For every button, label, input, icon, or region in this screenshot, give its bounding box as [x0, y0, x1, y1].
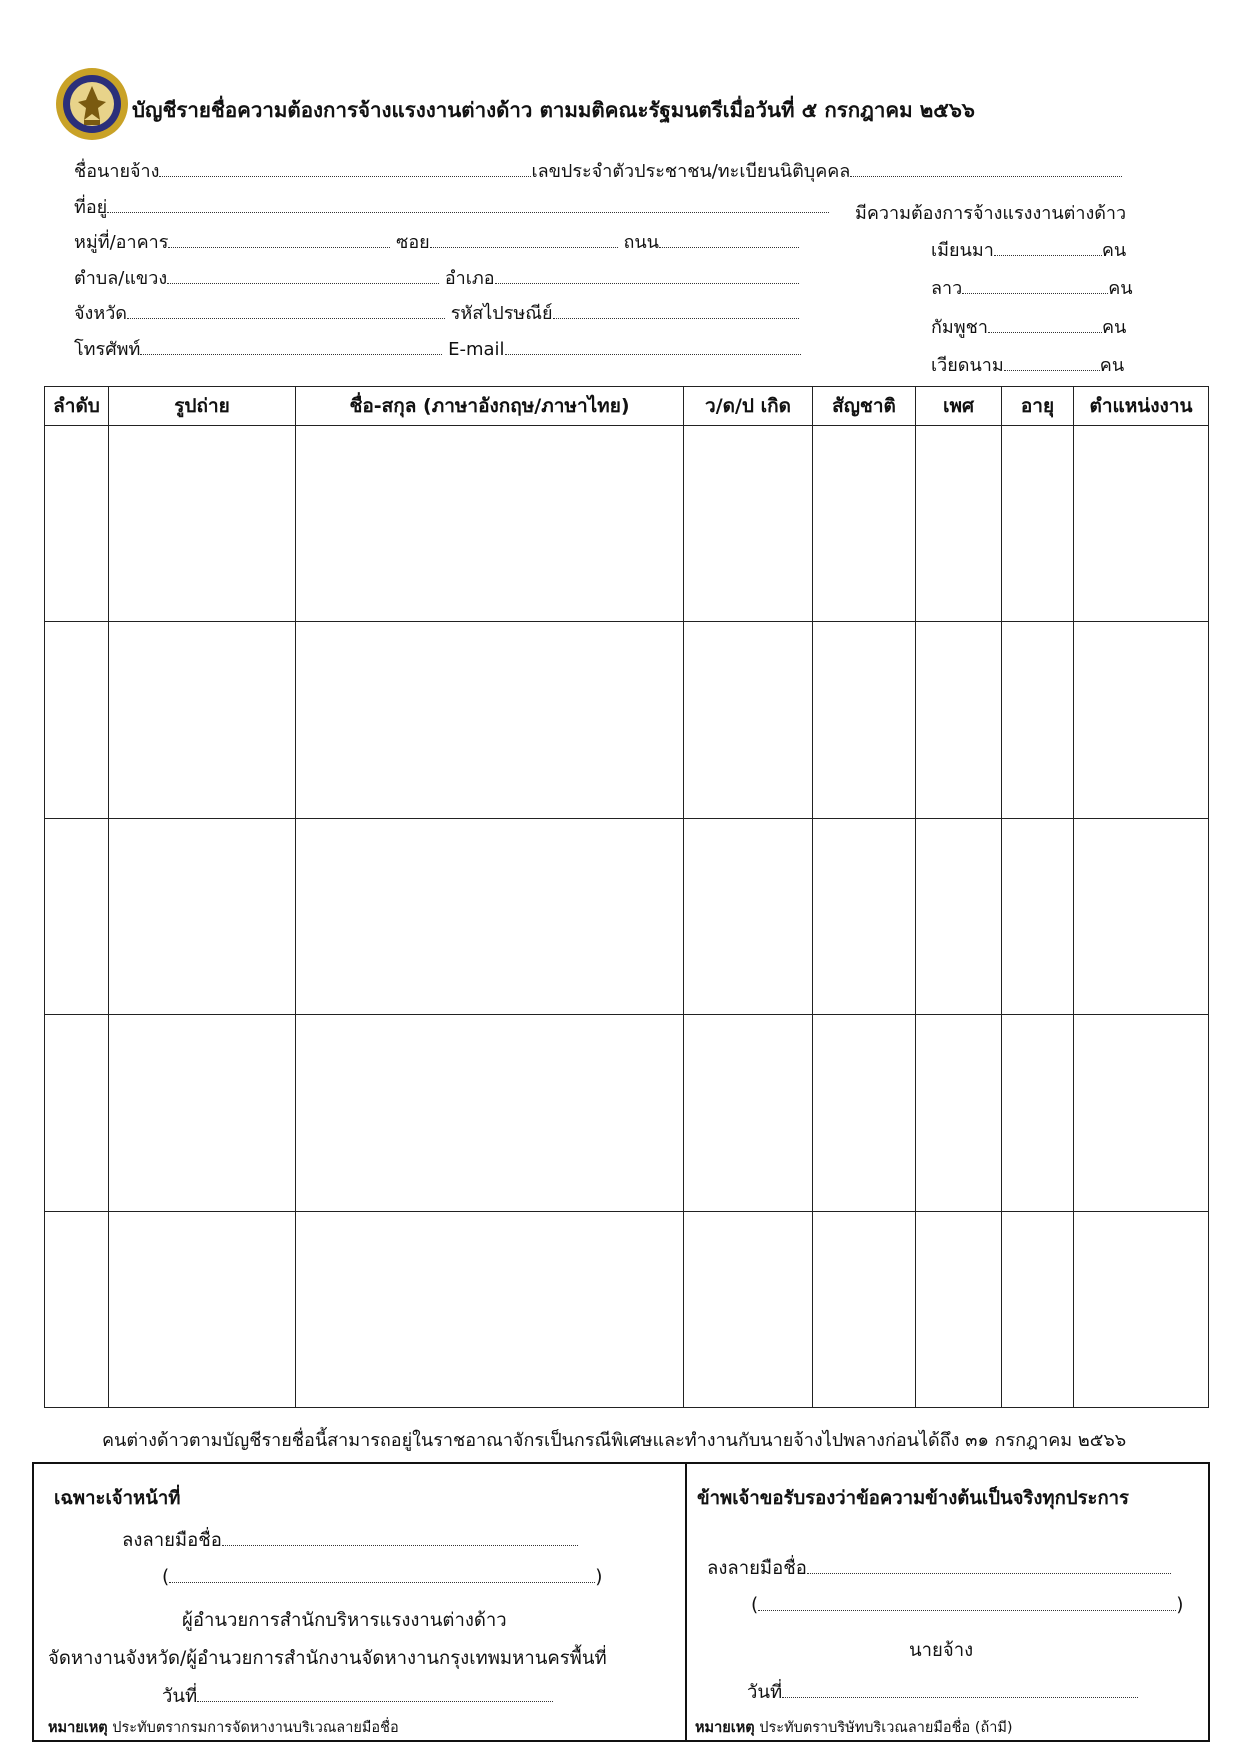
table-cell[interactable] [684, 426, 813, 622]
unit-label: คน [1101, 317, 1127, 338]
employer-name-row [751, 1594, 1183, 1616]
official-signature-row [122, 1526, 578, 1555]
district-label: อำเภอ [444, 268, 495, 289]
worker-list-table [44, 386, 1209, 1408]
official-name-row [162, 1566, 602, 1588]
employer-printed-name-field[interactable] [758, 1594, 1176, 1611]
district-field[interactable] [495, 267, 799, 284]
phone-label: โทรศัพท์ [74, 339, 141, 360]
unit-label: คน [1101, 240, 1127, 261]
column-header: ว/ด/ป เกิด [684, 387, 813, 426]
department-seal-logo [54, 66, 130, 142]
table-cell[interactable] [684, 622, 813, 818]
address-row [74, 196, 829, 220]
demand-count-field[interactable] [962, 277, 1108, 294]
address-label: ที่อยู่ [74, 197, 108, 218]
table-cell[interactable] [296, 426, 684, 622]
nationality-label: กัมพูชา [931, 317, 988, 338]
table-cell[interactable] [296, 818, 684, 1014]
official-remark [48, 1716, 399, 1739]
moo-building-label: หมู่ที่/อาคาร [74, 232, 169, 253]
table-cell[interactable] [45, 818, 109, 1014]
column-header: สัญชาติ [813, 387, 916, 426]
demand-heading: มีความต้องการจ้างแรงงานต่างด้าว [855, 203, 1127, 224]
employer-certification-section [685, 1462, 1210, 1742]
table-cell[interactable] [813, 622, 916, 818]
table-row [45, 1211, 1209, 1407]
table-cell[interactable] [684, 1015, 813, 1211]
table-cell[interactable] [1002, 426, 1074, 622]
nationality-label: ลาว [931, 278, 963, 299]
table-cell[interactable] [45, 622, 109, 818]
official-date-row [162, 1682, 553, 1711]
nationality-label: เมียนมา [931, 240, 994, 261]
column-header: รูปถ่าย [109, 387, 296, 426]
employer-name-label: ชื่อนายจ้าง [74, 161, 160, 182]
address-field[interactable] [107, 196, 829, 213]
official-position-line2: จัดหางานจังหวัด/ผู้อำนวยการสำนักงานจัดหางานกรุงเทพมหานครพื้นที่ [48, 1648, 607, 1669]
official-heading: เฉพาะเจ้าหน้าที่ [54, 1488, 181, 1509]
column-header: ตำแหน่งงาน [1074, 387, 1209, 426]
table-cell[interactable] [813, 426, 916, 622]
road-field[interactable] [659, 231, 799, 248]
postal-code-field[interactable] [553, 302, 799, 319]
table-cell[interactable] [45, 426, 109, 622]
official-date-field[interactable] [197, 1685, 553, 1702]
phone-row [74, 338, 801, 362]
table-cell[interactable] [1074, 818, 1209, 1014]
demand-row-myanmar [931, 235, 1126, 264]
certification-heading: ข้าพเจ้าขอรับรองว่าข้อความข้างต้นเป็นจริงทุกประการ [697, 1488, 1129, 1509]
demand-row-cambodia [931, 312, 1126, 341]
table-cell[interactable] [296, 622, 684, 818]
phone-field[interactable] [140, 338, 442, 355]
date-label: วันที่ [162, 1686, 198, 1707]
table-cell[interactable] [916, 818, 1002, 1014]
nationality-label: เวียดนาม [931, 355, 1004, 376]
paren-close: ) [1176, 1595, 1184, 1616]
table-cell[interactable] [916, 1211, 1002, 1407]
table-row [45, 818, 1209, 1014]
demand-row-laos [931, 273, 1133, 302]
postal-code-label: รหัสไปรษณีย์ [450, 303, 553, 324]
paren-open: ( [751, 1595, 759, 1616]
email-label: E-mail [448, 339, 505, 360]
road-label: ถนน [623, 232, 659, 253]
table-cell[interactable] [45, 1211, 109, 1407]
table-cell[interactable] [684, 818, 813, 1014]
subdistrict-field[interactable] [167, 267, 439, 284]
employer-signature-row [707, 1554, 1171, 1583]
demand-count-field[interactable] [994, 239, 1102, 256]
column-header: ชื่อ-สกุล (ภาษาอังกฤษ/ภาษาไทย) [296, 387, 684, 426]
province-row [74, 302, 799, 326]
employer-remark [695, 1716, 1013, 1739]
table-row [45, 1015, 1209, 1211]
table-cell[interactable] [1074, 622, 1209, 818]
table-cell[interactable] [813, 1211, 916, 1407]
table-cell[interactable] [109, 1211, 296, 1407]
table-cell[interactable] [109, 818, 296, 1014]
signature-label: ลงลายมือชื่อ [707, 1558, 807, 1579]
unit-label: คน [1108, 278, 1133, 299]
column-header: เพศ [916, 387, 1002, 426]
table-cell[interactable] [1002, 622, 1074, 818]
signature-label: ลงลายมือชื่อ [122, 1530, 222, 1551]
table-cell[interactable] [109, 426, 296, 622]
email-field[interactable] [505, 338, 801, 355]
table-cell[interactable] [813, 1015, 916, 1211]
form-title: บัญชีรายชื่อความต้องการจ้างแรงงานต่างด้าว ตามมติคณะรัฐมนตรีเมื่อวันที่ ๕ กรกฎาคม ๒๕๖๖ [132, 98, 975, 122]
employer-date-field[interactable] [782, 1681, 1138, 1698]
remark-text: ประทับตราบริษัทบริเวณลายมือชื่อ (ถ้ามี) [759, 1720, 1013, 1736]
moo-building-field[interactable] [168, 231, 390, 248]
table-cell[interactable] [1002, 1211, 1074, 1407]
official-section [32, 1462, 687, 1742]
official-position-line1: ผู้อำนวยการสำนักบริหารแรงงานต่างด้าว [182, 1610, 507, 1631]
employer-name-row [74, 160, 1122, 184]
demand-count-field[interactable] [988, 316, 1102, 333]
stay-permission-note: คนต่างด้าวตามบัญชีรายชื่อนี้สามารถอยู่ในราชอาณาจักรเป็นกรณีพิเศษและทำงานกับนายจ้างไปพลางก่อนได้ถึง ๓๑ กรกฎาคม ๒๕๖๖ [102, 1430, 1127, 1451]
subdistrict-row [74, 267, 799, 291]
employer-role: นายจ้าง [909, 1640, 974, 1661]
table-cell[interactable] [1074, 1015, 1209, 1211]
column-header: ลำดับ [45, 387, 109, 426]
demand-row-vietnam [931, 350, 1124, 379]
id-number-label: เลขประจำตัวประชาชน/ทะเบียนนิติบุคคล [531, 161, 851, 182]
table-cell[interactable] [296, 1015, 684, 1211]
table-cell[interactable] [916, 1015, 1002, 1211]
table-cell[interactable] [916, 622, 1002, 818]
table-row [45, 426, 1209, 622]
table-header-row [45, 387, 1209, 426]
remark-label: หมายเหตุ [48, 1720, 108, 1736]
table-cell[interactable] [45, 1015, 109, 1211]
unit-label: คน [1099, 355, 1125, 376]
subdistrict-label: ตำบล/แขวง [74, 268, 168, 289]
official-name-field[interactable] [169, 1566, 595, 1583]
table-cell[interactable] [1074, 1211, 1209, 1407]
employer-signature-field[interactable] [807, 1557, 1171, 1574]
id-number-field[interactable] [850, 160, 1122, 177]
soi-label: ซอย [396, 232, 430, 253]
soi-field[interactable] [430, 231, 618, 248]
province-field[interactable] [127, 302, 445, 319]
table-cell[interactable] [109, 1015, 296, 1211]
table-cell[interactable] [1002, 1015, 1074, 1211]
table-cell[interactable] [109, 622, 296, 818]
remark-text: ประทับตรากรมการจัดหางานบริเวณลายมือชื่อ [112, 1720, 399, 1736]
table-row [45, 622, 1209, 818]
table-cell[interactable] [1074, 426, 1209, 622]
table-cell[interactable] [1002, 818, 1074, 1014]
date-label: วันที่ [747, 1682, 783, 1703]
table-cell[interactable] [684, 1211, 813, 1407]
moo-row [74, 231, 799, 255]
demand-count-field[interactable] [1004, 354, 1100, 371]
table-cell[interactable] [813, 818, 916, 1014]
paren-close: ) [595, 1567, 603, 1588]
employer-date-row [747, 1678, 1138, 1707]
province-label: จังหวัด [74, 303, 127, 324]
table-cell[interactable] [916, 426, 1002, 622]
paren-open: ( [162, 1567, 170, 1588]
remark-label: หมายเหตุ [695, 1720, 755, 1736]
official-signature-field[interactable] [222, 1529, 578, 1546]
table-cell[interactable] [296, 1211, 684, 1407]
column-header: อายุ [1002, 387, 1074, 426]
employer-name-field[interactable] [159, 160, 531, 177]
